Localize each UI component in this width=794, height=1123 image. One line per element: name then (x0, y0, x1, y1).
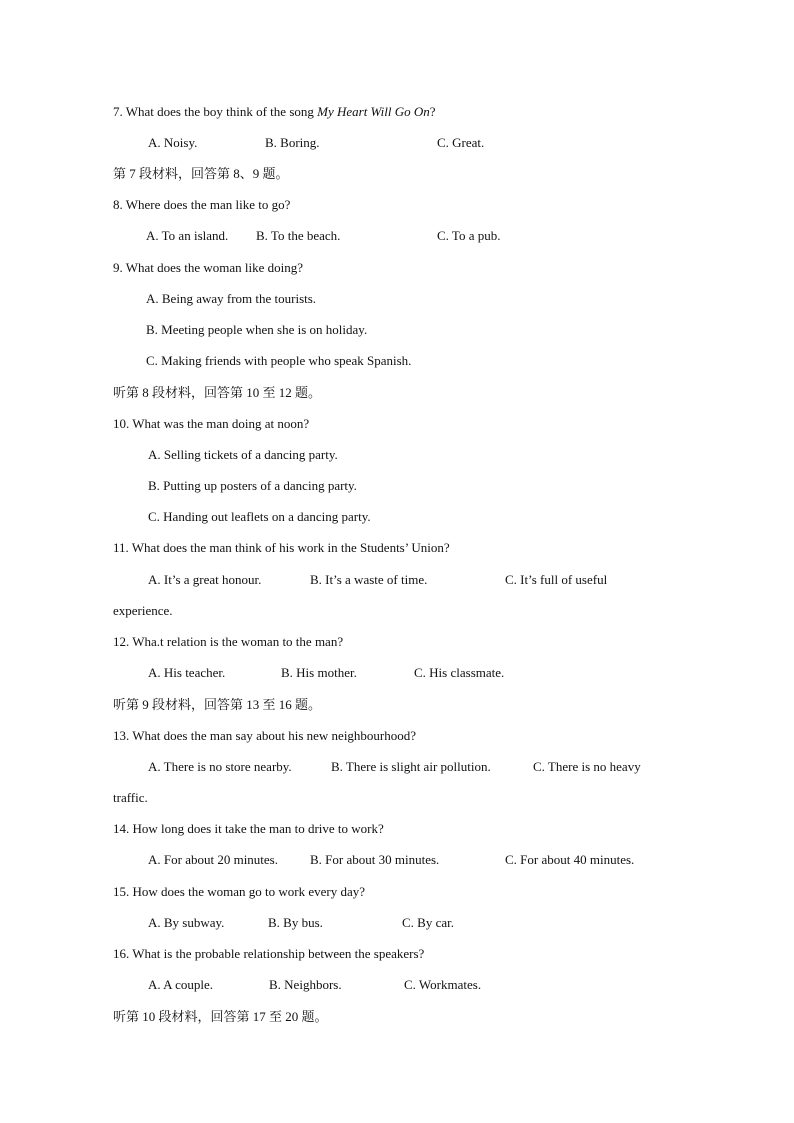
option-c: C. Great. (437, 135, 485, 150)
question-9: 9. What does the woman like doing? (113, 260, 304, 275)
section-heading: 听第 8 段材料，回答第 10 至 12 题。 (113, 385, 322, 400)
option-b: B. For about 30 minutes. (310, 852, 440, 867)
option-a: A. Being away from the tourists. (146, 291, 317, 306)
option-c: C. There is no heavy (533, 759, 641, 774)
option-b: B. By bus. (268, 915, 323, 930)
option-a: A. For about 20 minutes. (148, 852, 278, 867)
option-b: B. There is slight air pollution. (331, 759, 491, 774)
question-mark: ? (429, 104, 436, 119)
option-c: C. Making friends with people who speak Spanish. (146, 353, 412, 368)
option-a: A. There is no store nearby. (148, 759, 292, 774)
option-c: C. Handing out leaflets on a dancing party. (148, 509, 371, 524)
option-a: A. By subway. (148, 915, 225, 930)
option-b: B. It’s a waste of time. (310, 572, 428, 587)
option-c: C. To a pub. (437, 228, 501, 243)
option-b: B. Meeting people when she is on holiday. (146, 322, 368, 337)
option-c: C. By car. (402, 915, 454, 930)
option-b: B. Boring. (265, 135, 320, 150)
option-b: B. Neighbors. (269, 977, 342, 992)
option-b: B. To the beach. (256, 228, 341, 243)
option-a: A. Noisy. (148, 135, 198, 150)
option-c: C. For about 40 minutes. (505, 852, 635, 867)
option-a: A. It’s a great honour. (148, 572, 262, 587)
question-15: 15. How does the woman go to work every day? (113, 884, 365, 899)
option-b: B. Putting up posters of a dancing party. (148, 478, 357, 493)
section-heading: 第 7 段材料，回答第 8、9 题。 (113, 166, 289, 181)
question-11: 11. What does the man think of his work in the Students’ Union? (113, 540, 450, 555)
option-c: C. Workmates. (404, 977, 482, 992)
question-12: 12. Wha.t relation is the woman to the man? (113, 634, 344, 649)
option-b: B. His mother. (281, 665, 357, 680)
option-a: A. Selling tickets of a dancing party. (148, 447, 338, 462)
option-a: A. His teacher. (148, 665, 226, 680)
question-7 (113, 104, 436, 120)
option-c: C. His classmate. (414, 665, 505, 680)
option-continuation: experience. (113, 603, 173, 618)
question-8: 8. Where does the man like to go? (113, 197, 291, 212)
section-heading: 听第 9 段材料，回答第 13 至 16 题。 (113, 697, 322, 712)
section-heading: 听第 10 段材料，回答第 17 至 20 题。 (113, 1009, 328, 1024)
option-a: A. A couple. (148, 977, 213, 992)
question-text: 7. What does the boy think of the song (113, 104, 318, 119)
question-16: 16. What is the probable relationship between the speakers? (113, 946, 425, 961)
song-title: My Heart Will Go On (317, 104, 430, 119)
question-13: 13. What does the man say about his new neighbourhood? (113, 728, 417, 743)
question-10: 10. What was the man doing at noon? (113, 416, 310, 431)
option-continuation: traffic. (113, 790, 148, 805)
option-c: C. It’s full of useful (505, 572, 608, 587)
option-a: A. To an island. (146, 228, 229, 243)
question-14: 14. How long does it take the man to drive to work? (113, 821, 384, 836)
